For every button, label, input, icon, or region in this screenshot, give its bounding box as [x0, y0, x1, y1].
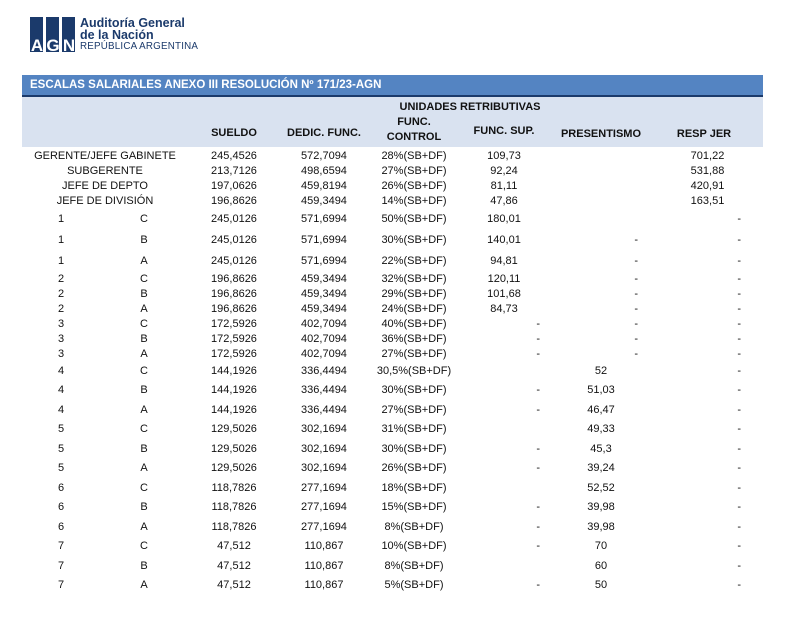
table-row [22, 381, 763, 401]
cell-grade: C [140, 212, 148, 225]
cell-grade: A [140, 302, 148, 315]
cell-dedic-func: 459,3494 [301, 194, 347, 207]
cell-grade: C [140, 272, 148, 285]
cell-sueldo: 213,7126 [211, 164, 257, 177]
cell-func-control: 22%(SB+DF) [381, 254, 447, 267]
cell-resp-jer: - [737, 559, 741, 572]
cell-func-sup: 47,86 [490, 194, 518, 207]
column-header-presentismo: PRESENTISMO [560, 128, 642, 140]
org-country: REPÚBLICA ARGENTINA [80, 41, 199, 52]
agn-letterhead [30, 16, 199, 55]
org-name-line2: de la Nación [80, 27, 154, 42]
cell-resp-jer: - [737, 364, 741, 377]
cell-dedic-func: 302,1694 [301, 423, 347, 436]
cell-sueldo: 144,1926 [211, 403, 257, 416]
cell-dedic-func: 110,867 [304, 559, 344, 572]
cell-resp-jer: - [737, 384, 741, 397]
cell-presentismo: 52,52 [587, 481, 615, 494]
cell-resp-jer: - [737, 403, 741, 416]
cell-dedic-func: 277,1694 [301, 520, 347, 533]
cell-dedic-func: 110,867 [304, 579, 344, 592]
cell-level: 5 [57, 462, 65, 475]
cell-level: 2 [57, 302, 65, 315]
cell-dedic-func: 402,7094 [301, 347, 347, 360]
cell-sueldo: 129,5026 [211, 462, 257, 475]
cell-func-sup: 94,81 [490, 254, 518, 267]
table-row [22, 498, 763, 518]
cell-presentismo: 50 [594, 579, 608, 592]
agn-logo [30, 17, 75, 55]
cell-dedic-func: 302,1694 [301, 442, 347, 455]
cell-presentismo: 39,24 [587, 462, 615, 475]
cell-category: JEFE DE DEPTO [62, 179, 148, 192]
cell-dedic-func: 402,7094 [301, 317, 347, 330]
report-title: ESCALAS SALARIALES ANEXO III RESOLUCIÓN Nº 171/23-AGN [30, 79, 382, 91]
cell-level: 5 [57, 442, 65, 455]
table-row [22, 331, 763, 346]
cell-sueldo: 245,0126 [211, 212, 257, 225]
cell-func-sup: - [536, 540, 540, 553]
cell-dedic-func: 336,4494 [301, 403, 347, 416]
cell-func-control: 30%(SB+DF) [381, 233, 447, 246]
cell-func-control: 40%(SB+DF) [381, 317, 447, 330]
table-row [22, 478, 763, 498]
cell-dedic-func: 336,4494 [301, 384, 347, 397]
cell-sueldo: 129,5026 [211, 442, 257, 455]
logo-letter-g: G [46, 36, 59, 55]
cell-grade: B [140, 384, 148, 397]
cell-grade: B [140, 442, 148, 455]
table-header [22, 97, 763, 147]
cell-grade: B [140, 233, 148, 246]
cell-level: 1 [57, 233, 65, 246]
column-header-resp-jer: RESP JER [676, 128, 732, 140]
cell-sueldo: 172,5926 [211, 332, 257, 345]
cell-sueldo: 245,4526 [211, 149, 257, 162]
cell-func-sup: 92,24 [490, 164, 518, 177]
column-header-func-control-line2: CONTROL [386, 131, 442, 143]
cell-func-control: 26%(SB+DF) [381, 462, 447, 475]
cell-func-control: 32%(SB+DF) [381, 272, 447, 285]
cell-sueldo: 245,0126 [211, 254, 257, 267]
table-row [22, 208, 763, 229]
cell-level: 5 [57, 423, 65, 436]
cell-grade: A [140, 403, 148, 416]
cell-func-control: 31%(SB+DF) [381, 423, 447, 436]
cell-presentismo: 49,33 [587, 423, 615, 436]
cell-resp-jer: 701,22 [690, 149, 725, 162]
cell-func-control: 14%(SB+DF) [381, 194, 447, 207]
cell-resp-jer: - [737, 272, 741, 285]
agn-logo-text [80, 17, 198, 52]
cell-presentismo: - [634, 233, 638, 246]
cell-presentismo: - [634, 272, 638, 285]
cell-grade: B [140, 332, 148, 345]
cell-category: JEFE DE DIVISIÓN [56, 194, 154, 207]
cell-func-sup: 109,73 [487, 149, 521, 162]
cell-func-control: 30%(SB+DF) [381, 442, 447, 455]
cell-sueldo: 47,512 [217, 579, 251, 592]
cell-func-control: 8%(SB+DF) [384, 520, 444, 533]
cell-level: 6 [57, 501, 65, 514]
cell-resp-jer: 420,91 [690, 179, 725, 192]
cell-sueldo: 118,7826 [211, 481, 257, 494]
cell-level: 7 [57, 540, 65, 553]
column-header-sueldo: SUELDO [211, 127, 257, 139]
cell-presentismo: - [634, 317, 638, 330]
cell-category: GERENTE/JEFE GABINETE [34, 149, 176, 162]
cell-grade: B [140, 501, 148, 514]
cell-func-control: 8%(SB+DF) [384, 559, 444, 572]
cell-dedic-func: 459,8194 [301, 179, 347, 192]
cell-level: 7 [57, 559, 65, 572]
cell-func-control: 15%(SB+DF) [381, 501, 447, 514]
table-row [22, 229, 763, 250]
column-header-dedic-func: DEDIC. FUNC. [287, 127, 361, 139]
cell-func-control: 10%(SB+DF) [381, 540, 447, 553]
cell-presentismo: 45,3 [590, 442, 612, 455]
cell-dedic-func: 459,3494 [301, 287, 347, 300]
cell-sueldo: 172,5926 [211, 347, 257, 360]
cell-resp-jer: - [737, 481, 741, 494]
cell-resp-jer: - [737, 462, 741, 475]
report-title-bar [22, 75, 763, 97]
cell-func-control: 24%(SB+DF) [381, 302, 447, 315]
cell-func-sup: - [536, 347, 540, 360]
cell-dedic-func: 459,3494 [301, 302, 347, 315]
cell-func-sup: 101,68 [487, 287, 521, 300]
cell-sueldo: 196,8626 [211, 194, 257, 207]
cell-func-control: 50%(SB+DF) [381, 212, 447, 225]
cell-sueldo: 196,8626 [211, 302, 257, 315]
cell-level: 2 [57, 272, 65, 285]
cell-dedic-func: 402,7094 [301, 332, 347, 345]
cell-grade: A [140, 347, 148, 360]
cell-func-control: 5%(SB+DF) [384, 579, 444, 592]
cell-func-control: 27%(SB+DF) [381, 347, 447, 360]
cell-sueldo: 172,5926 [211, 317, 257, 330]
table-row [22, 439, 763, 459]
cell-grade: A [140, 579, 148, 592]
cell-func-sup: - [536, 462, 540, 475]
cell-func-control: 27%(SB+DF) [381, 403, 447, 416]
cell-sueldo: 118,7826 [211, 501, 257, 514]
column-header-func-control-line1: FUNC. [397, 116, 431, 128]
logo-block-n [62, 17, 75, 55]
cell-dedic-func: 571,6994 [301, 212, 347, 225]
cell-dedic-func: 110,867 [304, 540, 344, 553]
cell-func-sup: 120,11 [487, 272, 521, 285]
cell-sueldo: 144,1926 [211, 364, 257, 377]
cell-resp-jer: - [737, 347, 741, 360]
table-row [22, 286, 763, 301]
cell-grade: C [140, 481, 148, 494]
cell-dedic-func: 571,6994 [301, 254, 347, 267]
cell-func-sup: 84,73 [490, 302, 518, 315]
cell-func-control: 30%(SB+DF) [381, 384, 447, 397]
cell-func-sup: - [536, 579, 540, 592]
cell-presentismo: 52 [594, 364, 608, 377]
cell-resp-jer: - [737, 287, 741, 300]
cell-func-control: 30,5%(SB+DF) [376, 364, 452, 377]
cell-sueldo: 118,7826 [211, 520, 257, 533]
cell-sueldo: 197,0626 [211, 179, 257, 192]
table-row [22, 301, 763, 316]
cell-presentismo: - [634, 254, 638, 267]
logo-letter-n: N [62, 36, 75, 55]
cell-func-sup: 81,11 [490, 179, 518, 192]
logo-block-a [30, 17, 43, 55]
cell-level: 3 [57, 347, 65, 360]
cell-grade: A [140, 254, 148, 267]
column-header-func-sup: FUNC. SUP. [473, 125, 535, 137]
cell-func-control: 18%(SB+DF) [381, 481, 447, 494]
cell-resp-jer: - [737, 442, 741, 455]
cell-level: 1 [57, 254, 65, 267]
cell-resp-jer: - [737, 520, 741, 533]
cell-presentismo: - [634, 287, 638, 300]
table-row [22, 517, 763, 537]
cell-resp-jer: - [737, 501, 741, 514]
cell-sueldo: 196,8626 [211, 272, 257, 285]
cell-func-sup: - [536, 501, 540, 514]
cell-func-sup: - [536, 317, 540, 330]
table-row [22, 420, 763, 440]
cell-resp-jer: - [737, 332, 741, 345]
cell-presentismo: 39,98 [587, 520, 615, 533]
table-row [22, 556, 763, 576]
cell-level: 2 [57, 287, 65, 300]
cell-grade: A [140, 462, 148, 475]
cell-func-control: 27%(SB+DF) [381, 164, 447, 177]
cell-presentismo: - [634, 347, 638, 360]
cell-resp-jer: - [737, 212, 741, 225]
cell-func-sup: - [536, 332, 540, 345]
cell-presentismo: 60 [594, 559, 608, 572]
cell-sueldo: 47,512 [217, 540, 251, 553]
cell-level: 3 [57, 317, 65, 330]
cell-level: 3 [57, 332, 65, 345]
table-row [22, 346, 763, 361]
logo-letter-a: A [30, 36, 43, 55]
cell-grade: C [140, 364, 148, 377]
cell-dedic-func: 498,6594 [301, 164, 347, 177]
org-name-line1: Auditoría General [80, 16, 185, 30]
cell-presentismo: 39,98 [587, 501, 615, 514]
cell-func-sup: - [536, 520, 540, 533]
cell-resp-jer: - [737, 317, 741, 330]
column-group-header-unidades-retributivas: UNIDADES RETRIBUTIVAS [399, 101, 541, 113]
cell-resp-jer: - [737, 233, 741, 246]
cell-presentismo: 70 [594, 540, 608, 553]
cell-grade: B [140, 559, 148, 572]
salary-table-body [22, 148, 763, 595]
cell-sueldo: 245,0126 [211, 233, 257, 246]
cell-dedic-func: 302,1694 [301, 462, 347, 475]
cell-grade: B [140, 287, 148, 300]
cell-resp-jer: - [737, 579, 741, 592]
table-row [22, 178, 763, 193]
cell-resp-jer: 531,88 [690, 164, 725, 177]
cell-grade: C [140, 540, 148, 553]
cell-func-control: 29%(SB+DF) [381, 287, 447, 300]
table-row [22, 537, 763, 557]
cell-func-sup: - [536, 442, 540, 455]
cell-presentismo: 51,03 [587, 384, 615, 397]
cell-func-sup: 140,01 [487, 233, 521, 246]
table-row [22, 576, 763, 596]
cell-presentismo: 46,47 [587, 403, 615, 416]
cell-level: 4 [57, 403, 65, 416]
cell-presentismo: - [634, 302, 638, 315]
cell-sueldo: 196,8626 [211, 287, 257, 300]
cell-category: SUBGERENTE [67, 164, 143, 177]
cell-func-sup: - [536, 384, 540, 397]
table-row [22, 361, 763, 381]
cell-resp-jer: 163,51 [690, 194, 725, 207]
table-row [22, 459, 763, 479]
cell-level: 6 [57, 520, 65, 533]
cell-dedic-func: 277,1694 [301, 481, 347, 494]
cell-level: 1 [57, 212, 65, 225]
table-row [22, 400, 763, 420]
table-row [22, 316, 763, 331]
cell-func-sup: 180,01 [487, 212, 521, 225]
cell-sueldo: 47,512 [217, 559, 251, 572]
cell-dedic-func: 336,4494 [301, 364, 347, 377]
cell-dedic-func: 572,7094 [301, 149, 347, 162]
cell-dedic-func: 277,1694 [301, 501, 347, 514]
table-row [22, 163, 763, 178]
cell-resp-jer: - [737, 302, 741, 315]
table-row [22, 250, 763, 271]
cell-resp-jer: - [737, 423, 741, 436]
cell-resp-jer: - [737, 540, 741, 553]
cell-func-sup: - [536, 403, 540, 416]
table-row [22, 148, 763, 163]
cell-level: 4 [57, 384, 65, 397]
cell-presentismo: - [634, 332, 638, 345]
cell-grade: A [140, 520, 148, 533]
cell-dedic-func: 459,3494 [301, 272, 347, 285]
cell-func-control: 36%(SB+DF) [381, 332, 447, 345]
cell-func-control: 26%(SB+DF) [381, 179, 447, 192]
cell-resp-jer: - [737, 254, 741, 267]
cell-func-control: 28%(SB+DF) [381, 149, 447, 162]
cell-dedic-func: 571,6994 [301, 233, 347, 246]
cell-level: 6 [57, 481, 65, 494]
cell-grade: C [140, 423, 148, 436]
cell-grade: C [140, 317, 148, 330]
cell-level: 7 [57, 579, 65, 592]
table-row [22, 193, 763, 208]
cell-sueldo: 129,5026 [211, 423, 257, 436]
cell-sueldo: 144,1926 [211, 384, 257, 397]
cell-level: 4 [57, 364, 65, 377]
logo-block-g [46, 17, 59, 55]
table-row [22, 271, 763, 286]
